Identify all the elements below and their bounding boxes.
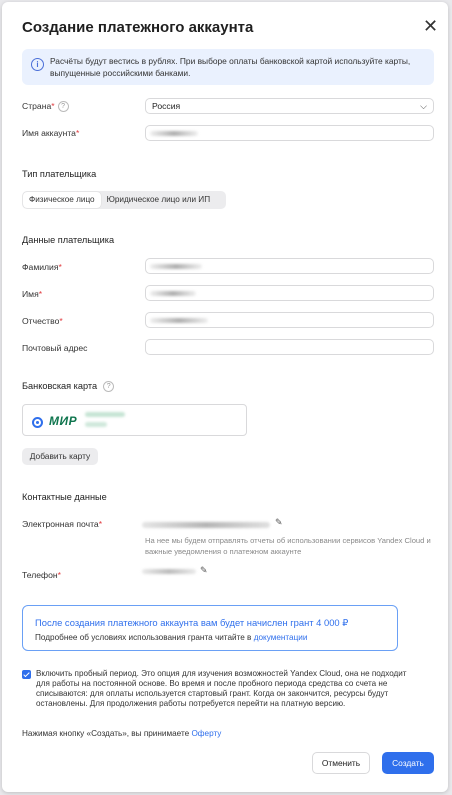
trial-checkbox[interactable] xyxy=(22,670,31,679)
redacted-value xyxy=(150,318,208,323)
redacted-value xyxy=(150,291,196,296)
postal-address-input[interactable] xyxy=(145,339,434,355)
info-icon: i xyxy=(31,58,44,71)
payer-type-switch xyxy=(22,191,226,209)
payer-type-title: Тип плательщика xyxy=(22,169,97,179)
surname-input[interactable] xyxy=(145,258,434,274)
country-value: Россия xyxy=(152,101,181,111)
payer-data-title: Данные плательщика xyxy=(22,235,115,245)
chevron-down-icon: ⌵ xyxy=(420,101,427,111)
grant-subtitle: Подробнее об условиях использования гранта читайте в документации xyxy=(35,633,308,642)
surname-label: Фамилия* xyxy=(22,262,62,272)
cancel-button[interactable]: Отменить xyxy=(312,752,370,774)
country-select[interactable] xyxy=(145,98,434,114)
create-button[interactable]: Создать xyxy=(382,752,434,774)
add-card-button[interactable]: Добавить карту xyxy=(22,448,98,465)
redacted-value xyxy=(150,131,198,136)
redacted-phone xyxy=(142,569,196,574)
patronymic-input[interactable] xyxy=(145,312,434,328)
payer-type-individual[interactable]: Физическое лицо xyxy=(23,192,101,208)
edit-email-icon[interactable]: ✎ xyxy=(275,517,283,527)
mir-logo: МИР xyxy=(49,414,78,428)
card-radio[interactable] xyxy=(32,417,43,428)
help-icon[interactable]: ? xyxy=(58,101,69,112)
phone-label: Телефон* xyxy=(22,570,62,580)
postal-address-label: Почтовый адрес xyxy=(22,343,88,353)
trial-text: Включить пробный период. Это опция для изучения возможностей Yandex Cloud, она не подходит для работы на постоянной основе. Во время и после пробного периода средства со счета не списываются: для оплаты используется стартовый грант. Когда он закончится, ресурсы будут остановлены. Для продолжения работы потребуется перейти на платную версию. xyxy=(36,669,407,708)
offer-link[interactable]: Оферту xyxy=(191,729,222,738)
redacted-email xyxy=(142,522,270,528)
account-name-label: Имя аккаунта* xyxy=(22,128,80,138)
bank-card-option[interactable] xyxy=(22,404,247,436)
info-banner xyxy=(22,49,434,85)
first-name-input[interactable] xyxy=(145,285,434,301)
email-label: Электронная почта* xyxy=(22,519,103,529)
email-hint: На нее мы будем отправлять отчеты об использовании сервисов Yandex Cloud и важные уведомления о платежном аккаунте xyxy=(145,536,431,556)
documentation-link[interactable]: документации xyxy=(253,633,308,642)
first-name-label: Имя* xyxy=(22,289,43,299)
help-icon[interactable]: ? xyxy=(103,381,114,392)
bank-card-title: Банковская карта ? xyxy=(22,381,114,392)
redacted-card-expiry xyxy=(85,422,107,427)
patronymic-label: Отчество* xyxy=(22,316,63,326)
info-text: Расчёты будут вестись в рублях. При выборе оплаты банковской картой используйте карты, выпущенные российскими банками. xyxy=(50,56,411,78)
edit-phone-icon[interactable]: ✎ xyxy=(200,565,208,575)
close-icon[interactable]: ✕ xyxy=(423,16,439,36)
redacted-value xyxy=(150,264,202,269)
grant-title: После создания платежного аккаунта вам будет начислен грант 4 000 ₽ xyxy=(35,617,349,628)
payer-type-company[interactable]: Юридическое лицо или ИП xyxy=(106,195,211,204)
create-billing-account-dialog xyxy=(2,2,448,792)
contacts-title: Контактные данные xyxy=(22,492,107,502)
country-label: Страна* ? xyxy=(22,101,69,112)
accept-offer-text: Нажимая кнопку «Создать», вы принимаете Оферту xyxy=(22,729,222,738)
redacted-card-number xyxy=(85,412,125,417)
dialog-title: Создание платежного аккаунта xyxy=(22,19,254,36)
grant-banner xyxy=(22,605,398,651)
account-name-input[interactable] xyxy=(145,125,434,141)
